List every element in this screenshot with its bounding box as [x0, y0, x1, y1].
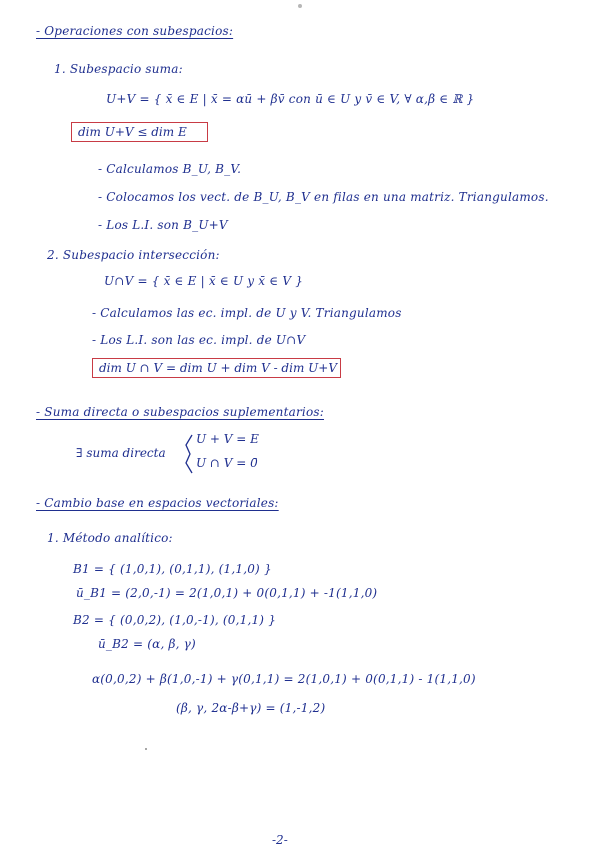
operaciones-heading: - Operaciones con subespacios:: [36, 24, 234, 38]
metodo-line-1: B1 = { (1,0,1), (0,1,1), (1,1,0) }: [73, 562, 272, 576]
small-dot: [145, 748, 147, 750]
brace-icon: [180, 433, 196, 475]
metodo-line-2: ū_B1 = (2,0,-1) = 2(1,0,1) + 0(0,1,1) + -1(1,1,0): [76, 586, 378, 600]
page-number: -2-: [272, 833, 288, 847]
interseccion-definition: U∩V = { x̄ ∈ E | x̄ ∈ U y x̄ ∈ V }: [104, 274, 304, 288]
suma-definition: U+V = { x̄ ∈ E | x̄ = αū + βv̄ con ū ∈ U y v̄ ∈ V, ∀ α,β ∈ ℝ }: [106, 92, 475, 106]
suma-heading: 1. Subespacio suma:: [54, 62, 183, 76]
metodo-line-5: α(0,0,2) + β(1,0,-1) + γ(0,1,1) = 2(1,0,1) + 0(0,1,1) - 1(1,1,0): [92, 672, 476, 686]
suma-directa-heading: - Suma directa o subespacios suplementarios:: [36, 405, 324, 419]
suma-directa-brace-group: [76, 431, 296, 479]
suma-directa-label: ∃ suma directa: [76, 446, 166, 460]
metodo-line-4: ū_B2 = (α, β, γ): [98, 637, 196, 651]
cambio-base-heading: - Cambio base en espacios vectoriales:: [36, 496, 279, 510]
metodo-heading: 1. Método analítico:: [47, 531, 173, 545]
paper-mark: [298, 4, 302, 8]
interseccion-heading: 2. Subespacio intersección:: [47, 248, 220, 262]
suma-step-2: - Colocamos los vect. de B_U, B_V en filas en una matriz. Triangulamos.: [98, 190, 549, 204]
suma-step-1: - Calculamos B_U, B_V.: [98, 162, 242, 176]
metodo-line-3: B2 = { (0,0,2), (1,0,-1), (0,1,1) }: [73, 613, 277, 627]
suma-step-3: - Los L.I. son B_U+V: [98, 218, 228, 232]
interseccion-dimension-box: dim U ∩ V = dim U + dim V - dim U+V: [92, 358, 341, 378]
interseccion-step-1: - Calculamos las ec. impl. de U y V. Triangulamos: [92, 306, 402, 320]
suma-directa-top: U + V = E: [196, 432, 259, 446]
suma-dimension-box: dim U+V ≤ dim E: [71, 122, 208, 142]
interseccion-step-2: - Los L.I. son las ec. impl. de U∩V: [92, 333, 306, 347]
suma-directa-bottom: U ∩ V = 0̄: [196, 456, 258, 470]
metodo-line-6: (β, γ, 2α-β+γ) = (1,-1,2): [176, 701, 326, 715]
